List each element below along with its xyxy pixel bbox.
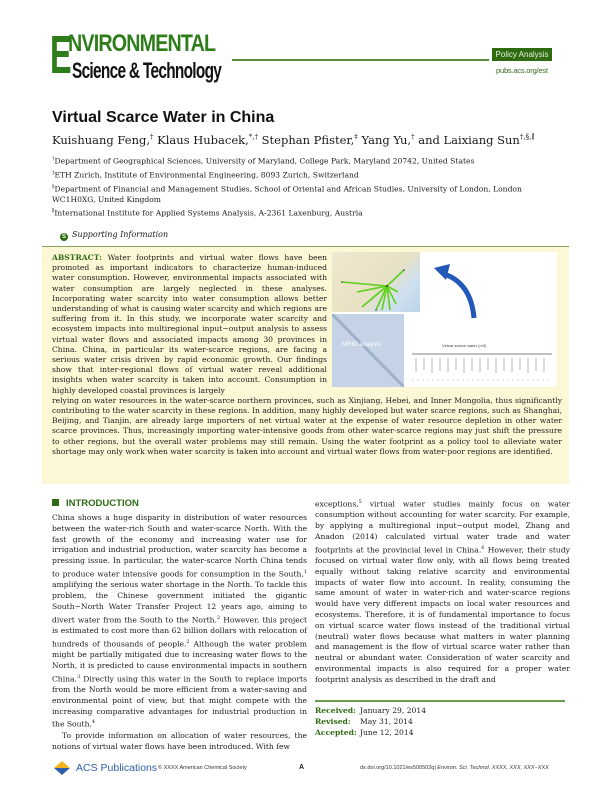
affiliation: †Department of Geographical Sciences, University of Maryland, College Park, Maryland 20742, United States bbox=[52, 156, 475, 166]
citation-ref[interactable]: 2 bbox=[186, 638, 190, 645]
citation-ref[interactable]: 6 bbox=[481, 544, 485, 551]
author[interactable]: and Laixiang Sun†,§,∥ bbox=[418, 133, 535, 147]
supporting-information-link[interactable]: S Supporting Information bbox=[61, 230, 169, 240]
journal-url-link[interactable]: pubs.acs.org/est bbox=[496, 66, 548, 75]
affiliation: ‡ETH Zurich, Institute of Environmental Engineering, 8093 Zurich, Switzerland bbox=[52, 170, 359, 180]
logo-environmental: NVIRONMENTAL bbox=[68, 30, 216, 57]
body-column-right: exceptions,$^5$ virtual water studies mainly focus on water consumption without accounting for water scarcity. For example, by applying a multiregional input−output model, Zhang and Anadon (2014) calculated virtual water trade and water footprints at the provincial level in China.$^6$ However, their study focused on virtual water flow only, with all flows being treated equally without taking relative scarcity and environmental impacts of water flow into account. In reality, consuming the same amount of water in water-rich and water-scarce regions would have very different impacts on local water resources and ecosystems. Therefore, it is of fundamental importance to focus on virtual scarce water flows instead of the traditional virtual (neutral) water flows because what matters in water planning and management is the flow of virtual scarce water rather than neutral or abundant water. Consideration of water scarcity and environmental impacts is also required for a proper water footprint analysis as described in the draft and bbox=[315, 499, 570, 684]
page-number: A bbox=[299, 764, 305, 771]
copyright: © XXXX American Chemical Society bbox=[158, 765, 247, 771]
logo-science-technology: Science & Technology bbox=[72, 58, 222, 83]
citation-ref[interactable]: 4 bbox=[91, 719, 96, 726]
author[interactable]: Yang Yu,† bbox=[361, 133, 415, 147]
section-heading-introduction: INTRODUCTION bbox=[52, 498, 139, 509]
abstract-text: ABSTRACT: Water footprints and virtual water flows have been promoted as important indicators to characterize human-induced water consumption. However, environmental impacts associated with water consumption are largely neglected in these analyses. Incorporating water scarcity into water consumption allows better understanding of what is causing water scarcity and which regions are suffering from it. In this study, we incorporate water scarcity and ecosystem impacts into multiregional input−output analysis to assess virtual water flows and associated impacts among 30 provinces in China. China, in particular its water-scarce regions, are facing a serious water crisis driven by rapid economic growth. Our findings show that inter-regional flows of virtual water reveal additional insights when water scarcity is taken into account. Consumption in highly developed coastal provinces is largely relying on water resources in the water-scarce northern provinces, such as Xinjiang, Hebei, and Inner Mongolia, thus significantly contributing to the water scarcity in these regions. In addition, many highly developed but water scarce regions, such as Shanghai, Beijing, and Tianjin, are already large importers of net virtual water at the expense of water resource depletion in other water scarce provinces. Thus, increasingly importing water-intensive goods from other water-scarce regions may just shift the pressure to other regions, but the overall water problems may still remain. Using the water footprint as a policy tool to alleviate water shortage may only work when water scarcity is taken into account and virtual water flows from water-poor regions are identified. bbox=[52, 253, 562, 456]
china-flow-map bbox=[332, 252, 420, 312]
journal-logo bbox=[50, 25, 225, 94]
author-list bbox=[52, 133, 535, 147]
acs-hexagon-icon bbox=[52, 761, 72, 775]
body-column-left: China shows a huge disparity in distribution of water resources between the water-rich South and water-scarce North. With the fast growth of the economy and increasing water use for irrigation and industrial production, water scarcity has become a pressing issue. In particular, the water-scarce North China tends to produce water intensive goods for consumption in the South,$^1$ amplifying the serious water shortage in the North. To tackle this problem, the Chinese government initiated the gigantic South−North Water Transfer Project 12 years ago, aiming to divert water from the South to the North.$^2$ However, this project is estimated to cost more than 62 billion dollars with relocation of hundreds of thousands of people.$^2$ Although the water problem might be partially mitigated due to increasing water flows to the North, it is predicted to cause environmental impacts in southern China.$^3$ Directly using this water in the South to replace imports from the North would be more efficient from a water-saving and environmental point of view, but that might compete with the increasing comparative advantages for industrial production in the South.$^4$ To provide information on allocation of water resources, the notions of virtual water flows have been introduced. With few bbox=[52, 513, 308, 751]
affiliation: §Department of Financial and Management Studies, School of Oriental and African Studies, University of London, London WC1H0XG, United Kingdom bbox=[52, 184, 522, 204]
mrio-label: MRIO analysis bbox=[342, 342, 382, 348]
citation-ref[interactable]: 1 bbox=[303, 568, 307, 575]
logo-letter-e: E bbox=[50, 25, 72, 85]
header-rule bbox=[232, 59, 489, 61]
toc-chart-title: Virtual scarce water (m3) bbox=[442, 343, 487, 348]
mrio-matrix bbox=[332, 314, 404, 387]
article-dates: Received: January 29, 2014 Revised: May 31, 2014 Accepted: June 12, 2014 bbox=[315, 706, 427, 737]
doi-citation: dx.doi.org/10.1021/es500502q| Environ. Sci. Technol. XXXX, XXX, XXX−XXX bbox=[360, 765, 549, 771]
author[interactable]: Stephan Pfister,‡ bbox=[261, 133, 358, 147]
toc-bar-chart bbox=[412, 346, 552, 386]
dates-rule bbox=[315, 700, 565, 702]
supporting-info-icon: S bbox=[61, 234, 66, 240]
toc-graphic bbox=[332, 252, 557, 387]
citation-ref[interactable]: 3 bbox=[76, 673, 81, 680]
affiliation: ∥International Institute for Applied Systems Analysis, A-2361 Laxenburg, Austria bbox=[52, 208, 363, 218]
doi-link[interactable]: dx.doi.org/10.1021/es500502q bbox=[360, 765, 435, 771]
arrow-icon bbox=[432, 260, 482, 320]
article-title: Virtual Scarce Water in China bbox=[52, 109, 275, 126]
acs-publications-logo[interactable]: ACS Publications bbox=[52, 761, 157, 775]
page-footer bbox=[0, 761, 608, 781]
author[interactable]: Kuishuang Feng,† bbox=[52, 133, 154, 147]
author[interactable]: Klaus Hubacek,*,† bbox=[157, 133, 259, 147]
citation-ref[interactable]: 2 bbox=[216, 614, 221, 621]
citation-ref[interactable]: 5 bbox=[358, 499, 362, 505]
abstract-label: ABSTRACT: bbox=[52, 253, 102, 262]
section-badge: Policy Analysis bbox=[492, 48, 552, 61]
